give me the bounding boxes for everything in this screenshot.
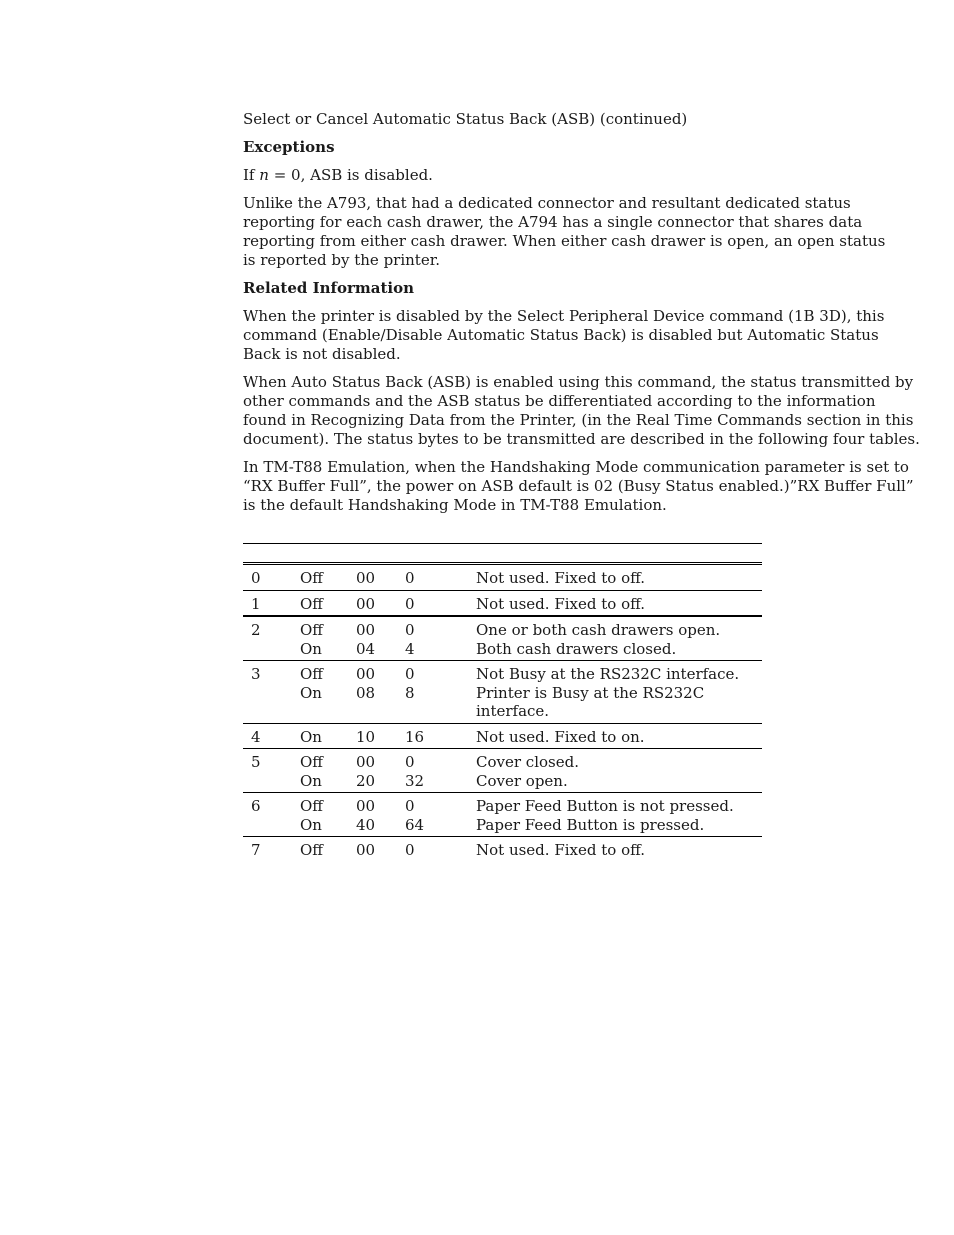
bit-cell-value: 7 (251, 841, 261, 859)
decimal-cell-value: 4 (405, 639, 415, 658)
hex-cell (356, 753, 405, 790)
asb-paragraph-line: When Auto Status Back (ASB) is enabled using this command, the status transmitted by (243, 373, 914, 391)
bit-cell-value: 4 (251, 727, 261, 746)
function-cell-value: Printer is Busy at the RS232C interface. (476, 683, 705, 720)
status-table (243, 543, 762, 862)
decimal-cell-value: 8 (405, 683, 415, 702)
table-row (243, 565, 762, 591)
hex-cell-value: 00 (356, 753, 376, 771)
function-cell-value: Paper Feed Button is not pressed. (476, 797, 734, 815)
table-header (243, 544, 762, 562)
asb-paragraph-line: other commands and the ASB status be differentiated according to the information (243, 392, 876, 410)
table-row (243, 793, 762, 837)
function-cell-value: Both cash drawers closed. (476, 639, 677, 658)
function-cell-value: Cover open. (476, 771, 568, 790)
related-paragraph (243, 307, 885, 364)
continued-title: Select or Cancel Automatic Status Back (ASB) (continued) (243, 110, 688, 128)
bit-cell-value: 1 (251, 594, 261, 613)
asb-paragraph-line: document). The status bytes to be transmitted are described in the following four tables. (243, 430, 920, 448)
table-row (243, 749, 762, 793)
function-cell-value: Paper Feed Button is pressed. (476, 815, 705, 834)
state-cell (300, 728, 356, 747)
state-cell (300, 665, 356, 721)
function-cell (476, 621, 762, 658)
hex-cell-value: 10 (356, 727, 376, 746)
function-cell (476, 569, 762, 588)
state-cell (300, 841, 356, 860)
hex-cell-value: 40 (356, 815, 376, 834)
hex-cell-value: 00 (356, 621, 376, 639)
state-cell-value: Off (300, 753, 323, 771)
asb-paragraph (243, 373, 920, 449)
asb-paragraph-line: found in Recognizing Data from the Printer, (in the Real Time Commands section in this (243, 411, 914, 429)
state-cell-value: Off (300, 621, 323, 639)
state-cell-value: Off (300, 797, 323, 815)
hex-cell (356, 841, 405, 860)
state-cell-value: Off (300, 569, 323, 587)
state-cell-value: On (300, 639, 322, 658)
decimal-cell (405, 753, 476, 790)
hex-cell (356, 728, 405, 747)
hex-cell (356, 665, 405, 721)
hex-cell-value: 00 (356, 665, 376, 683)
hex-cell (356, 595, 405, 614)
hex-cell (356, 621, 405, 658)
state-cell (300, 569, 356, 588)
function-cell-value: Not used. Fixed to off. (476, 594, 645, 613)
function-cell (476, 753, 762, 790)
hex-cell (356, 569, 405, 588)
decimal-cell-value: 64 (405, 815, 425, 834)
decimal-cell-value: 16 (405, 727, 425, 746)
decimal-cell (405, 728, 476, 747)
bit-cell-value: 0 (251, 569, 261, 587)
exceptions-heading: Exceptions (243, 138, 335, 156)
function-cell-value: Not used. Fixed to on. (476, 727, 645, 746)
related-information-heading: Related Information (243, 279, 415, 297)
table-row (243, 661, 762, 724)
table-row (243, 724, 762, 750)
state-cell-value: Off (300, 841, 323, 859)
drawer-paragraph-line: Unlike the A793, that had a dedicated connector and resultant dedicated status (243, 194, 851, 212)
function-cell-value: Not used. Fixed to off. (476, 569, 645, 587)
bit-cell-value: 3 (251, 665, 261, 683)
bit-cell (243, 665, 300, 721)
function-cell-value: Not used. Fixed to off. (476, 841, 645, 859)
state-cell (300, 595, 356, 614)
bit-cell (243, 569, 300, 588)
state-cell-value: On (300, 727, 322, 746)
drawer-paragraph-line: reporting for each cash drawer, the A794 has a single connector that shares data (243, 213, 863, 231)
hex-cell-value: 20 (356, 771, 376, 790)
decimal-cell (405, 621, 476, 658)
drawer-paragraph-line: is reported by the printer. (243, 251, 440, 269)
exceptions-text-suffix: = 0, ASB is disabled. (268, 166, 433, 184)
decimal-cell-value: 0 (405, 569, 415, 587)
table-row (243, 617, 762, 661)
state-cell-value: On (300, 771, 322, 790)
hex-cell-value: 00 (356, 841, 376, 859)
drawer-paragraph-line: reporting from either cash drawer. When either cash drawer is open, an open status (243, 232, 886, 250)
state-cell-value: Off (300, 594, 323, 613)
bit-cell-value: 5 (251, 753, 261, 771)
function-cell-value: One or both cash drawers open. (476, 621, 721, 639)
table-row (243, 837, 762, 862)
bit-cell-value: 6 (251, 797, 261, 815)
hex-cell-value: 00 (356, 569, 376, 587)
function-cell (476, 595, 762, 614)
exceptions-text-prefix: If (243, 166, 260, 184)
function-cell-value: Not Busy at the RS232C interface. (476, 665, 740, 683)
state-cell-value: Off (300, 665, 323, 683)
decimal-cell (405, 569, 476, 588)
function-cell (476, 665, 762, 721)
decimal-cell (405, 797, 476, 834)
state-cell (300, 753, 356, 790)
bit-cell (243, 841, 300, 860)
decimal-cell (405, 665, 476, 721)
state-cell-value: On (300, 683, 322, 702)
decimal-cell-value: 0 (405, 665, 415, 683)
hex-cell-value: 00 (356, 594, 376, 613)
bit-cell (243, 797, 300, 834)
function-cell (476, 841, 762, 860)
related-paragraph-line: Back is not disabled. (243, 345, 401, 363)
decimal-cell (405, 595, 476, 614)
bit-cell (243, 621, 300, 658)
hex-cell (356, 797, 405, 834)
state-cell (300, 621, 356, 658)
emulation-paragraph-line: In TM-T88 Emulation, when the Handshaking Mode communication parameter is set to (243, 458, 909, 476)
decimal-cell-value: 0 (405, 753, 415, 771)
page-body (243, 110, 920, 524)
exceptions-text-variable: n (259, 166, 269, 184)
bit-cell (243, 728, 300, 747)
state-cell-value: On (300, 815, 322, 834)
decimal-cell-value: 0 (405, 621, 415, 639)
hex-cell-value: 08 (356, 683, 376, 702)
decimal-cell-value: 32 (405, 771, 425, 790)
bit-cell-value: 2 (251, 621, 261, 639)
decimal-cell-value: 0 (405, 594, 415, 613)
emulation-paragraph-line: is the default Handshaking Mode in TM-T88 Emulation. (243, 496, 667, 514)
table-body (243, 565, 762, 862)
function-cell (476, 797, 762, 834)
related-paragraph-line: command (Enable/Disable Automatic Status Back) is disabled but Automatic Status (243, 326, 879, 344)
state-cell (300, 797, 356, 834)
emulation-paragraph (243, 458, 914, 515)
table-row (243, 591, 762, 618)
decimal-cell-value: 0 (405, 797, 415, 815)
exceptions-text (243, 166, 853, 185)
hex-cell-value: 00 (356, 797, 376, 815)
function-cell (476, 728, 762, 747)
bit-cell (243, 753, 300, 790)
drawer-paragraph (243, 194, 886, 270)
related-paragraph-line: When the printer is disabled by the Select Peripheral Device command (1B 3D), this (243, 307, 885, 325)
bit-cell (243, 595, 300, 614)
decimal-cell (405, 841, 476, 860)
function-cell-value: Cover closed. (476, 753, 579, 771)
decimal-cell-value: 0 (405, 841, 415, 859)
emulation-paragraph-line: “RX Buffer Full”, the power on ASB default is 02 (Busy Status enabled.)”RX Buffer Full” (243, 477, 914, 495)
hex-cell-value: 04 (356, 639, 376, 658)
